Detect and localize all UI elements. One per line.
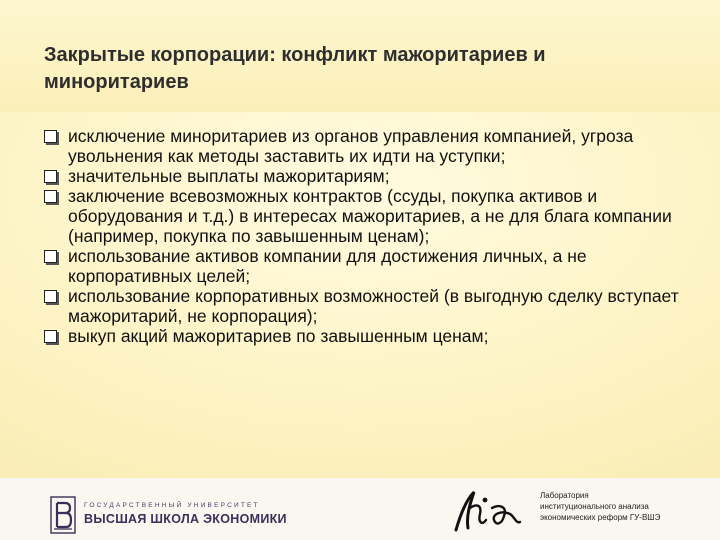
bullet-list [44, 126, 684, 346]
lab-caption-line: Лаборатория [540, 491, 589, 500]
lab-caption [540, 490, 710, 523]
bullet-item [44, 326, 684, 346]
hse-name-label: ВЫСШАЯ ШКОЛА ЭКОНОМИКИ [84, 512, 287, 526]
bullet-text: значительные выплаты мажоритариям; [68, 166, 390, 186]
bullet-item [44, 246, 684, 286]
hse-university-label: ГОСУДАРСТВЕННЫЙ УНИВЕРСИТЕТ [84, 502, 260, 509]
footer [0, 478, 720, 540]
bullet-text: использование активов компании для достижения личных, а не корпоративных целей; [68, 246, 587, 286]
bullet-text: заключение всевозможных контрактов (ссуды, покупка активов и оборудования и т.д.) в интересах мажоритариев, а не для блага компании (например, покупка по завышенным ценам); [68, 186, 672, 246]
checkbox-bullet-icon [44, 190, 57, 203]
bullet-item [44, 166, 684, 186]
checkbox-bullet-icon [44, 170, 57, 183]
bullet-item [44, 286, 684, 326]
slide-title: Закрытые корпорации: конфликт мажоритариев и миноритариев [44, 44, 546, 93]
lab-caption-line: институционального анализа [540, 502, 649, 511]
checkbox-bullet-icon [44, 130, 57, 143]
lab-caption-line: экономических реформ ГУ-ВШЭ [540, 513, 661, 522]
bullet-text: использование корпоративных возможностей (в выгодную сделку вступает мажоритарий, не корпорация); [68, 286, 679, 326]
bullet-item [44, 126, 684, 166]
bullet-text: исключение миноритариев из органов управления компанией, угроза увольнения как методы заставить их идти на уступки; [68, 126, 634, 166]
bullet-text: выкуп акций мажоритариев по завышенным ценам; [68, 326, 489, 346]
hse-logo-icon [50, 496, 76, 534]
bullet-item [44, 186, 684, 246]
checkbox-bullet-icon [44, 330, 57, 343]
checkbox-bullet-icon [44, 250, 57, 263]
checkbox-bullet-icon [44, 290, 57, 303]
lab-logo-icon [452, 486, 524, 534]
